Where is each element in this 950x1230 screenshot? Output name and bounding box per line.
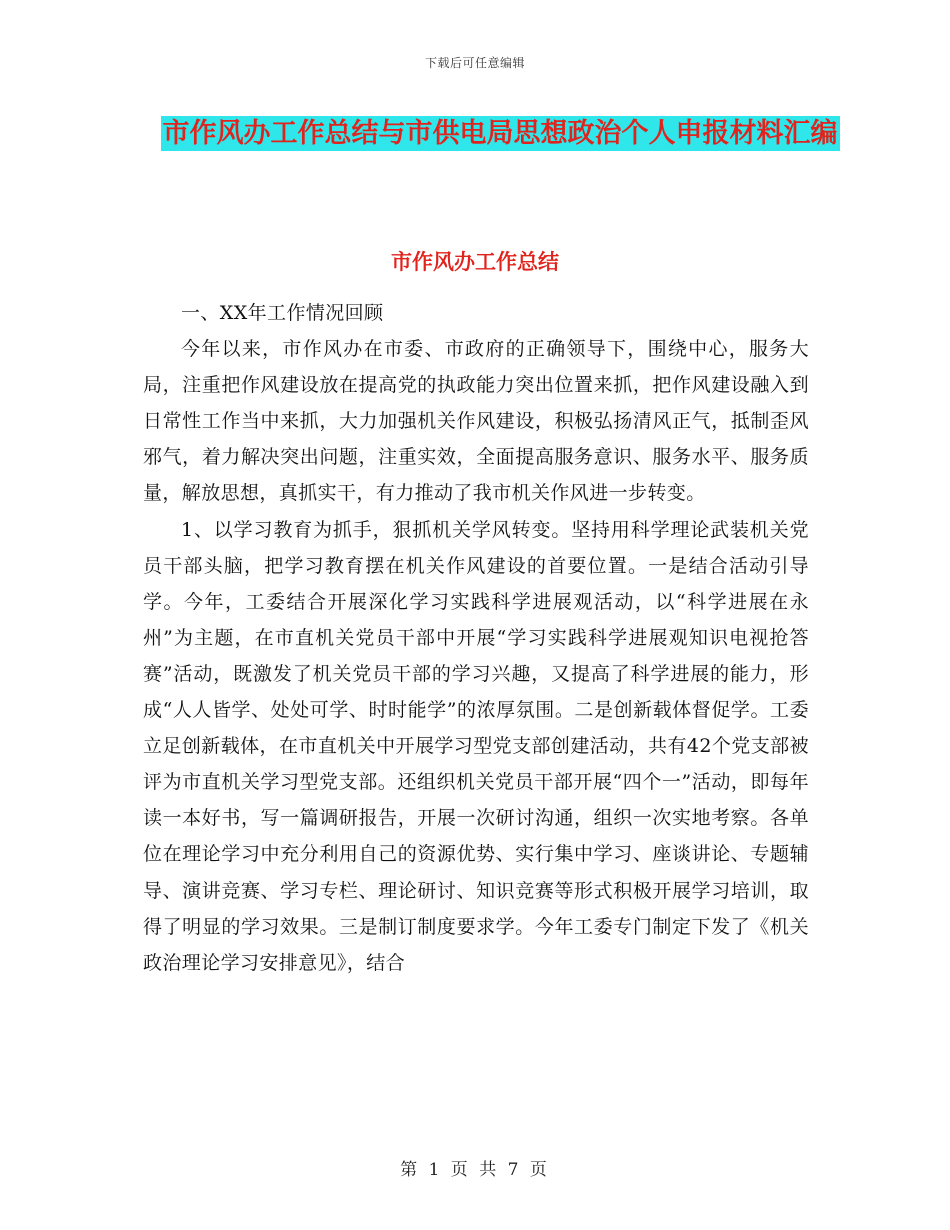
- body-text: [143, 295, 809, 981]
- document-title-text: 市作风办工作总结与市供电局思想政治个人申报材料汇编: [162, 118, 838, 149]
- document-title: [140, 110, 860, 158]
- header-note: 下载后可任意编辑: [424, 56, 525, 70]
- paragraph: 1、以学习教育为抓手，狠抓机关学风转变。坚持用科学理论武装机关党员干部头脑，把学习教育摆在机关作风建设的首要位置。一是结合活动引导学。今年，工委结合开展深化学习实践科学进展观活动，以“科学进展在永州”为主题，在市直机关党员干部中开展“学习实践科学进展观知识电视抢答赛”活动，既激发了机关党员干部的学习兴趣，又提高了科学进展的能力，形成“人人皆学、处处可学、时时能学”的浓厚氛围。二是创新载体督促学。工委立足创新载体，在市直机关中开展学习型党支部创建活动，共有42个党支部被评为市直机关学习型党支部。还组织机关党员干部开展“四个一”活动，即每年读一本好书，写一篇调研报告，开展一次研讨沟通，组织一次实地考察。各单位在理论学习中充分利用自己的资源优势、实行集中学习、座谈讲论、专题辅导、演讲竞赛、学习专栏、理论研讨、知识竞赛等形式积极开展学习培训，取得了明显的学习效果。三是制订制度要求学。今年工委专门制定下发了《机关政治理论学习安排意见》，结合: [143, 518, 809, 974]
- section-title: 市作风办工作总结: [391, 250, 559, 274]
- page-number-footer: 第 1 页 共 7 页: [400, 1160, 550, 1180]
- paragraph-heading: 一、XX年工作情况回顾: [181, 302, 384, 324]
- paragraph: 今年以来，市作风办在市委、市政府的正确领导下，围绕中心，服务大局，注重把作风建设放在提高党的执政能力突出位置来抓，把作风建设融入到日常性工作当中来抓，大力加强机关作风建设，积极弘扬清风正气，抵制歪风邪气，着力解决突出问题，注重实效，全面提高服务意识、服务水平、服务质量，解放思想，真抓实干，有力推动了我市机关作风进一步转变。: [143, 338, 809, 505]
